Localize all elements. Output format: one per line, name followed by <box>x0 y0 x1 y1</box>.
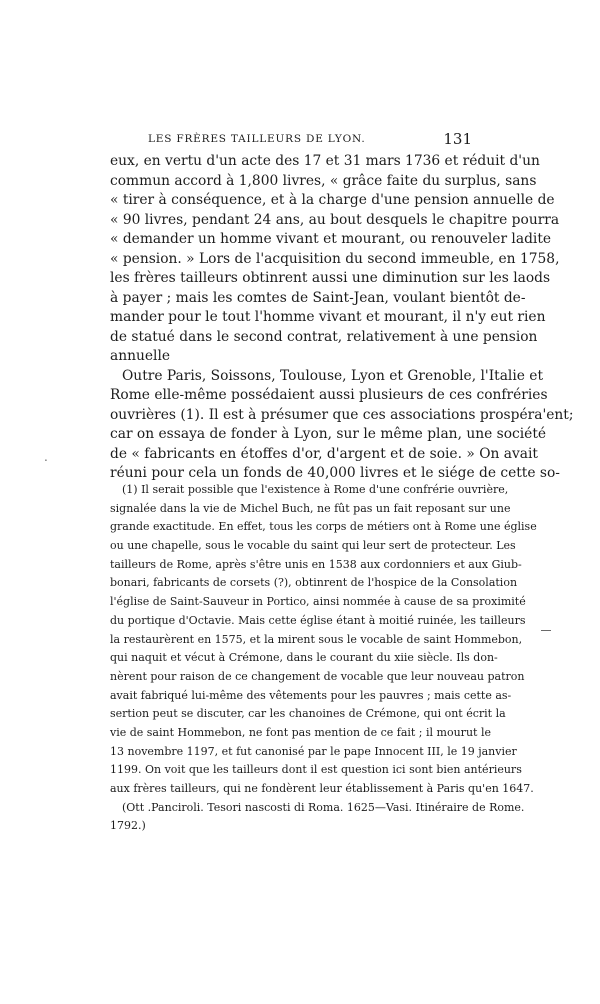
body-line: ouvrières (1). Il est à présumer que ces associations prospéra'ent; <box>110 406 574 423</box>
body-line: eux, en vertu d'un acte des 17 et 31 mars 1736 et réduit d'un <box>110 153 540 169</box>
footnote-line: grande exactitude. En effet, tous les corps de métiers ont à Rome une église <box>110 520 537 534</box>
footnote-line: aux frères tailleurs, qui ne fondèrent leur établissement à Paris qu'en 1647. <box>110 782 534 795</box>
footnote <box>110 481 537 836</box>
body-line: les frères tailleurs obtinrent aussi une diminution sur les laods <box>110 270 551 286</box>
page-number: 131 <box>443 130 472 148</box>
footnote-line: nèrent pour raison de ce changement de vocable que leur nouveau patron <box>110 669 525 683</box>
footnote-line: 1792.) <box>110 819 146 833</box>
footnote-line: tailleurs de Rome, après s'être unis en 1538 aux cordonniers et aux Giub- <box>110 557 522 571</box>
body-line: Rome elle-même possédaient aussi plusieurs de ces confréries <box>110 387 548 403</box>
body-line: annuelle <box>110 348 171 364</box>
footnote-line: qui naquit et vécut à Crémone, dans le courant du xiie siècle. Ils don- <box>110 651 498 665</box>
footnote-line: ou une chapelle, sous le vocable du saint qui leur sert de protecteur. Les <box>110 539 516 553</box>
body-line: car on essaya de fonder à Lyon, sur le même plan, une société <box>110 426 547 442</box>
body-line: réuni pour cela un fonds de 40,000 livres et le siége de cette so- <box>110 465 560 481</box>
footnote-line: bonari, fabricants de corsets (?), obtinrent de l'hospice de la Consolation <box>110 576 518 590</box>
footnote-line: l'église de Saint-Sauveur in Portico, ainsi nommée à cause de sa proximité <box>110 595 526 609</box>
body-line: « 90 livres, pendant 24 ans, au bout desquels le chapitre pourra <box>110 211 560 228</box>
footnote-line: avait fabriqué lui-même des vêtements pour les pauvres ; mais cette as- <box>110 688 512 702</box>
body-line: « pension. » Lors de l'acquisition du second immeuble, en 1758, <box>110 250 560 267</box>
footnote-line: la restaurèrent en 1575, et la mirent sous le vocable de saint Hommebon, <box>110 632 523 646</box>
body-line: de statué dans le second contrat, relativement à une pension <box>110 328 538 345</box>
footnote-line: du portique d'Octavie. Mais cette église étant à moitié ruinée, les tailleurs <box>110 613 526 627</box>
footnote-line: (1) Il serait possible que l'existence à Rome d'une confrérie ouvrière, <box>122 483 509 496</box>
running-head <box>110 130 490 153</box>
footnote-line: 1199. On voit que les tailleurs dont il est question ici sont bien antérieurs <box>110 763 522 777</box>
body-line: « tirer à conséquence, et à la charge d'une pension annuelle de <box>110 192 555 208</box>
footnote-line: (Ott .Panciroli. Tesori nascosti di Roma. 1625—Vasi. Itinéraire de Rome. <box>122 800 525 814</box>
body-line: Outre Paris, Soissons, Toulouse, Lyon et Grenoble, l'Italie et <box>122 367 544 384</box>
footnote-line: signalée dans la vie de Michel Buch, ne fût pas un fait reposant sur une <box>110 501 511 515</box>
footnote-line: 13 novembre 1197, et fut canonisé par le pape Innocent III, le 19 janvier <box>110 744 517 758</box>
body-text <box>110 152 574 484</box>
body-line: de « fabricants en étoffes d'or, d'argent et de soie. » On avait <box>110 445 538 462</box>
body-line: à payer ; mais les comtes de Saint-Jean, voulant bientôt de- <box>110 289 526 306</box>
footnote-line: vie de saint Hommebon, ne font pas mention de ce fait ; il mourut le <box>110 725 491 739</box>
margin-dash <box>541 630 551 631</box>
margin-speck: . <box>44 450 48 464</box>
body-line: commun accord à 1,800 livres, « grâce faite du surplus, sans <box>110 172 537 189</box>
running-title: LES FRÈRES TAILLEURS DE LYON. <box>148 133 366 145</box>
body-line: mander pour le tout l'homme vivant et mourant, il n'y eut rien <box>110 309 546 325</box>
footnote-line: sertion peut se discuter, car les chanoines de Crémone, qui ont écrit la <box>110 707 506 721</box>
body-line: « demander un homme vivant et mourant, ou renouveler ladite <box>110 231 552 247</box>
